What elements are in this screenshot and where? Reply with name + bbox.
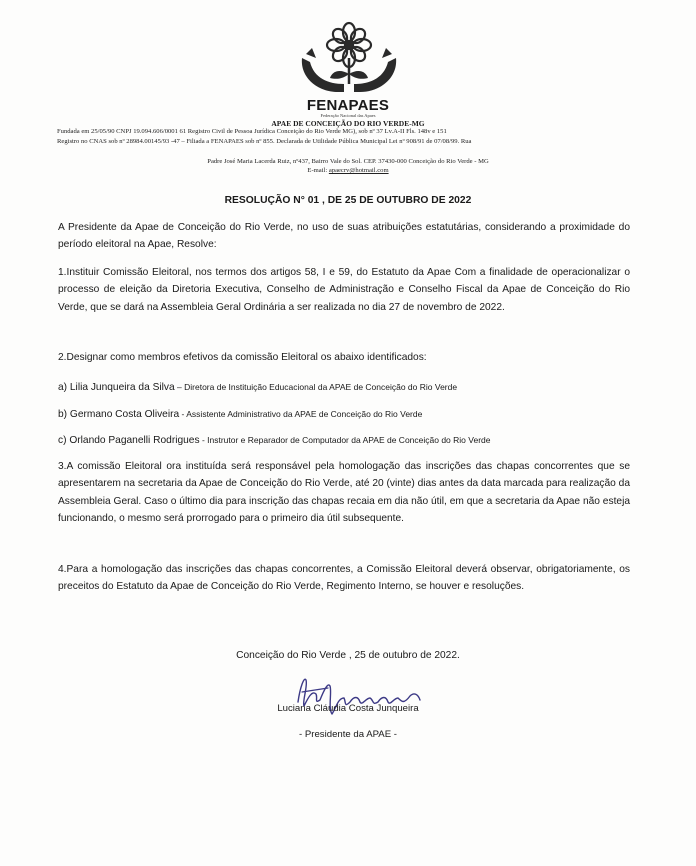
registry-line-1: Fundada em 25/05/90 CNPJ 19.094.606/0001 61 Registro Civil de Pessoa Jurídica Conceição do Rio Verde MG), sob nº 37 Lv.A-II Fls. 148v e 151 bbox=[57, 128, 447, 135]
email-link[interactable]: apaecrv@hotmail.com bbox=[328, 167, 389, 174]
brand-name: FENAPAES bbox=[306, 97, 390, 114]
brand-subtitle: Federação Nacional das Apaes bbox=[320, 113, 376, 118]
item-2-paragraph: 2.Designar como membros efetivos da comissão Eleitoral os abaixo identificados: bbox=[58, 352, 427, 363]
member-role: – Diretora de Instituição Educacional da APAE de Conceição do Rio Verde bbox=[174, 382, 458, 392]
resolution-title: RESOLUÇÃO N° 01 , DE 25 DE OUTUBRO DE 2022 bbox=[224, 195, 472, 206]
signer-name: Luciana Cláudia Costa Junqueira bbox=[277, 703, 419, 714]
intro-paragraph: A Presidente da Apae de Conceição do Rio Verde, no uso de suas atribuições estatutárias, considerando a proximidade do período eleitoral na Apae, Resolve: bbox=[58, 222, 630, 251]
item-1-paragraph: 1.Instituir Comissão Eleitoral, nos termos dos artigos 58, I e 59, do Estatuto da Apae Com a finalidade de operacionalizar o processo de eleição da Diretoria Executiva, Conselho de Administração e Conselho Fiscal da Apae de Conceição do Rio Verde, que se dará na Assembleia Geral Ordinária a ser realizada no dia 27 de novembro de 2022. bbox=[58, 267, 630, 313]
member-item bbox=[58, 377, 457, 395]
registry-line-2: Registro no CNAS sob nº 28984.00145/93 -47 – Filiada a FENAPAES sob nº 855. Declarada de Utilidade Pública Municipal Lei nº 908/91 de 07/08/99. Rua bbox=[57, 138, 472, 145]
member-name: c) Orlando Paganelli Rodrigues bbox=[58, 435, 200, 446]
member-item bbox=[58, 404, 422, 422]
item-4-paragraph: 4.Para a homologação das inscrições das chapas concorrentes, a Comissão Eleitoral deverá observar, obrigatoriamente, os preceitos do Estatuto da Apae de Conceição do Rio Verde, Regimento Interno, se houver e resoluções. bbox=[58, 564, 630, 593]
registry-line-3: Padre José Maria Lacerda Ruiz, nº437, Bairro Vale do Sol. CEP. 37430-000 Conceição do Rio Verde - MG bbox=[207, 158, 489, 165]
member-role: - Assistente Administrativo da APAE de Conceição do Rio Verde bbox=[179, 409, 423, 419]
fenapaes-logo-icon bbox=[294, 18, 404, 100]
member-role: - Instrutor e Reparador de Computador da APAE de Conceição do Rio Verde bbox=[199, 435, 491, 445]
email-label: E-mail: bbox=[307, 167, 328, 174]
item-3-paragraph: 3.A comissão Eleitoral ora instituída será responsável pela homologação das inscrições das chapas concorrentes que se apresentarem na secretaria da Apae de Conceição do Rio Verde, até 20 (vinte) dias antes da data marcada para realização da Assembleia Geral. Caso o último dia para inscrição das chapas recaia em dia não útil, em que a secretaria da Apae não esteja funcionando, o mesmo será prorrogado para o primeiro dia útil subsequente. bbox=[58, 461, 630, 525]
member-item bbox=[58, 430, 490, 448]
member-name: a) Lilia Junqueira da Silva bbox=[58, 382, 175, 393]
organization-name: APAE DE CONCEIÇÃO DO RIO VERDE-MG bbox=[271, 119, 425, 128]
signer-role: - Presidente da APAE - bbox=[299, 729, 397, 740]
place-and-date: Conceição do Rio Verde , 25 de outubro de 2022. bbox=[236, 650, 460, 661]
email-line bbox=[0, 167, 696, 174]
member-name: b) Germano Costa Oliveira bbox=[58, 409, 180, 420]
